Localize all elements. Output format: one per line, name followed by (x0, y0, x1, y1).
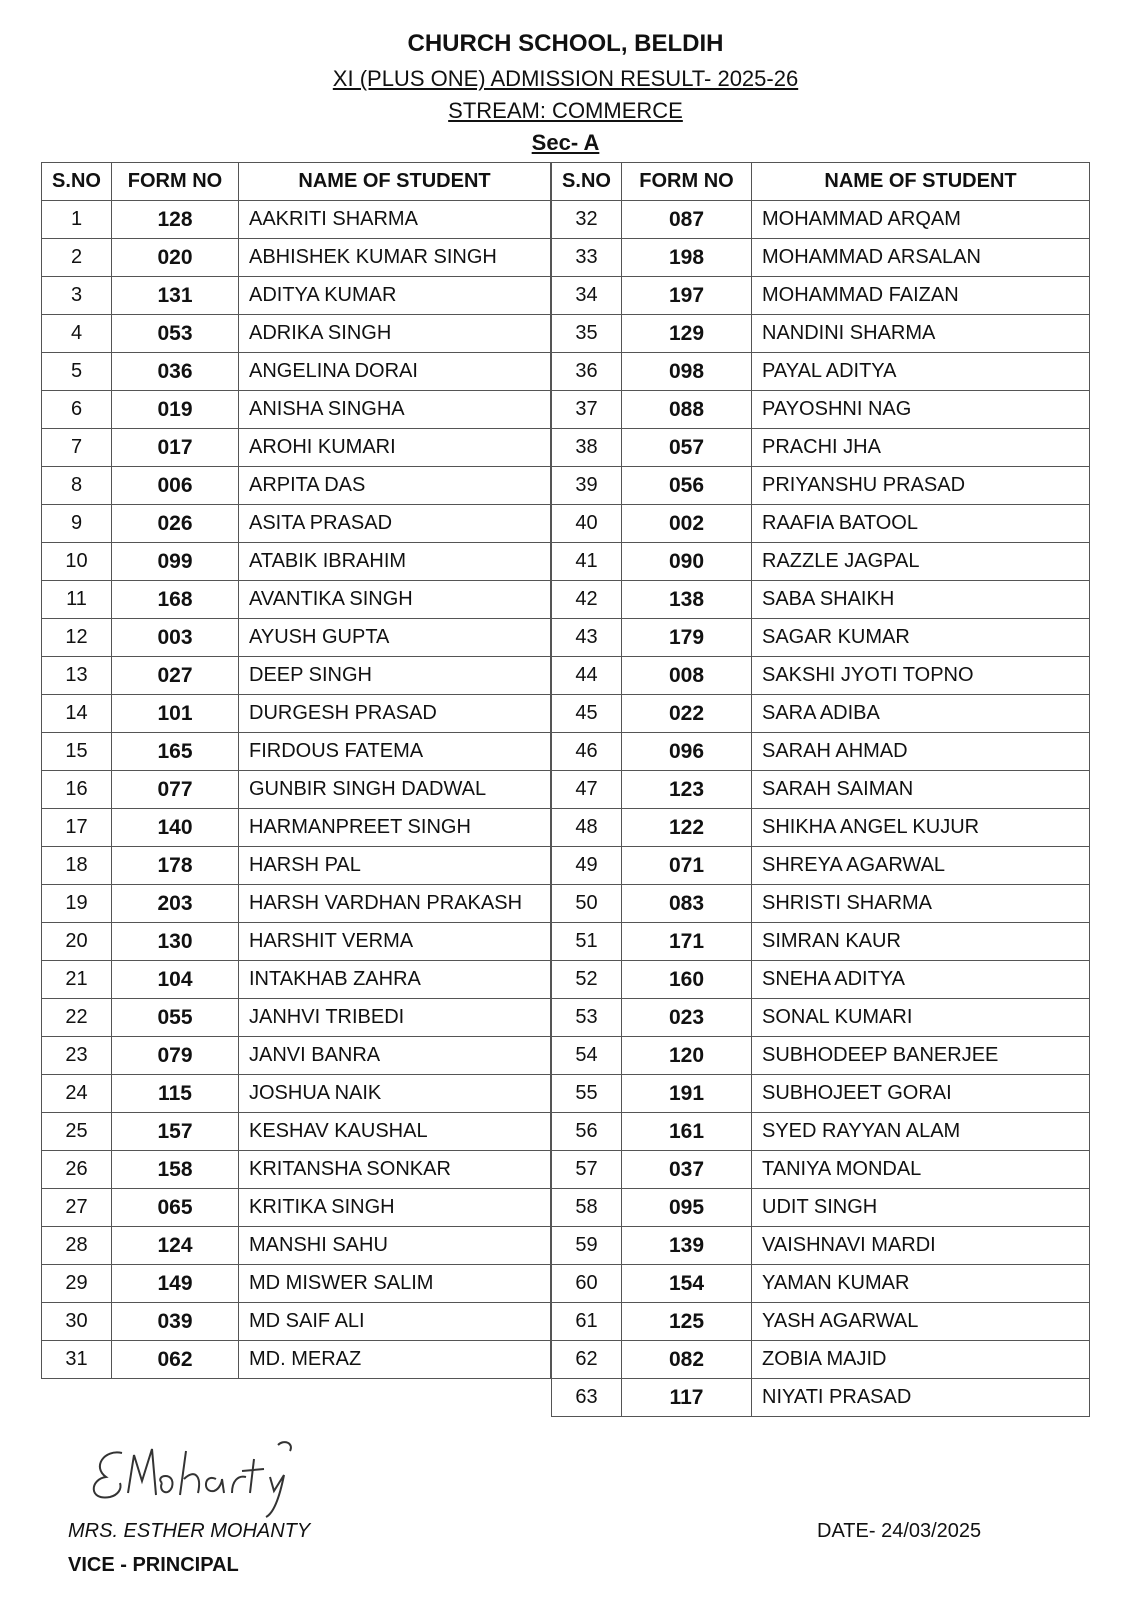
form-no-cell: 117 (622, 1379, 752, 1417)
student-name-cell: ZOBIA MAJID (752, 1341, 1090, 1379)
student-name-cell: NIYATI PRASAD (752, 1379, 1090, 1417)
form-no-cell: 129 (622, 315, 752, 353)
table-row (42, 353, 551, 391)
form-no-cell: 168 (112, 581, 239, 619)
table-row (552, 1075, 1090, 1113)
table-row (42, 505, 551, 543)
student-name-cell: SHRISTI SHARMA (752, 885, 1090, 923)
form-no-cell: 171 (622, 923, 752, 961)
table-row (552, 1189, 1090, 1227)
table-row (42, 581, 551, 619)
table-row (552, 277, 1090, 315)
sno-cell: 39 (552, 467, 622, 505)
sno-cell: 58 (552, 1189, 622, 1227)
student-name-cell: TANIYA MONDAL (752, 1151, 1090, 1189)
student-name-header: NAME OF STUDENT (752, 163, 1090, 201)
table-row (552, 315, 1090, 353)
table-row (552, 619, 1090, 657)
sno-header: S.NO (552, 163, 622, 201)
student-name-cell: NANDINI SHARMA (752, 315, 1090, 353)
table-row (552, 695, 1090, 733)
sno-cell: 57 (552, 1151, 622, 1189)
form-no-cell: 149 (112, 1265, 239, 1303)
table-row (42, 543, 551, 581)
form-no-cell: 036 (112, 353, 239, 391)
student-name-cell: RAZZLE JAGPAL (752, 543, 1090, 581)
sno-cell: 6 (42, 391, 112, 429)
sno-cell: 18 (42, 847, 112, 885)
table-row (552, 239, 1090, 277)
sno-cell: 62 (552, 1341, 622, 1379)
student-name-cell: SHIKHA ANGEL KUJUR (752, 809, 1090, 847)
table-row (552, 1037, 1090, 1075)
student-name-cell: SARAH AHMAD (752, 733, 1090, 771)
table-header-row (552, 163, 1090, 201)
section-label: Sec- A (531, 130, 600, 155)
student-name-header: NAME OF STUDENT (239, 163, 551, 201)
form-no-cell: 120 (622, 1037, 752, 1075)
table-row (552, 1341, 1090, 1379)
sno-cell: 33 (552, 239, 622, 277)
sno-cell: 15 (42, 733, 112, 771)
student-name-cell: DURGESH PRASAD (239, 695, 551, 733)
sno-cell: 43 (552, 619, 622, 657)
form-no-cell: 055 (112, 999, 239, 1037)
student-name-cell: VAISHNAVI MARDI (752, 1227, 1090, 1265)
form-no-cell: 154 (622, 1265, 752, 1303)
form-no-cell: 056 (622, 467, 752, 505)
table-row (552, 847, 1090, 885)
form-no-cell: 006 (112, 467, 239, 505)
form-no-cell: 130 (112, 923, 239, 961)
student-name-cell: SONAL KUMARI (752, 999, 1090, 1037)
student-name-cell: ASITA PRASAD (239, 505, 551, 543)
signature-image (82, 1435, 312, 1520)
student-name-cell: ARPITA DAS (239, 467, 551, 505)
sno-cell: 34 (552, 277, 622, 315)
table-row (42, 1189, 551, 1227)
form-no-cell: 087 (622, 201, 752, 239)
form-no-cell: 197 (622, 277, 752, 315)
student-name-cell: SYED RAYYAN ALAM (752, 1113, 1090, 1151)
form-no-cell: 123 (622, 771, 752, 809)
table-row (42, 733, 551, 771)
form-no-cell: 008 (622, 657, 752, 695)
table-row (42, 695, 551, 733)
student-name-cell: SHREYA AGARWAL (752, 847, 1090, 885)
table-row (552, 505, 1090, 543)
student-name-cell: FIRDOUS FATEMA (239, 733, 551, 771)
sno-cell: 23 (42, 1037, 112, 1075)
form-no-cell: 131 (112, 277, 239, 315)
student-name-cell: MANSHI SAHU (239, 1227, 551, 1265)
student-name-cell: SUBHOJEET GORAI (752, 1075, 1090, 1113)
table-row (42, 1113, 551, 1151)
sno-cell: 4 (42, 315, 112, 353)
student-name-cell: KRITIKA SINGH (239, 1189, 551, 1227)
form-no-cell: 138 (622, 581, 752, 619)
table-row (552, 771, 1090, 809)
form-no-cell: 115 (112, 1075, 239, 1113)
form-no-cell: 140 (112, 809, 239, 847)
table-row (552, 1265, 1090, 1303)
student-name-cell: ADRIKA SINGH (239, 315, 551, 353)
form-no-cell: 083 (622, 885, 752, 923)
student-name-cell: MD. MERAZ (239, 1341, 551, 1379)
form-no-cell: 128 (112, 201, 239, 239)
student-name-cell: ATABIK IBRAHIM (239, 543, 551, 581)
sno-cell: 19 (42, 885, 112, 923)
form-no-cell: 125 (622, 1303, 752, 1341)
student-name-cell: ADITYA KUMAR (239, 277, 551, 315)
table-row (552, 809, 1090, 847)
form-no-header: FORM NO (622, 163, 752, 201)
sno-cell: 48 (552, 809, 622, 847)
form-no-cell: 198 (622, 239, 752, 277)
table-row (42, 1151, 551, 1189)
form-no-cell: 019 (112, 391, 239, 429)
table-header-row (42, 163, 551, 201)
table-row (42, 1037, 551, 1075)
sno-cell: 54 (552, 1037, 622, 1075)
sno-cell: 46 (552, 733, 622, 771)
table-row (552, 1113, 1090, 1151)
table-row (552, 429, 1090, 467)
sno-cell: 59 (552, 1227, 622, 1265)
sno-cell: 38 (552, 429, 622, 467)
sno-cell: 37 (552, 391, 622, 429)
sno-cell: 52 (552, 961, 622, 999)
results-table-left (41, 162, 551, 1379)
student-name-cell: SAKSHI JYOTI TOPNO (752, 657, 1090, 695)
student-name-cell: JANHVI TRIBEDI (239, 999, 551, 1037)
sno-cell: 56 (552, 1113, 622, 1151)
form-no-cell: 161 (622, 1113, 752, 1151)
sno-cell: 10 (42, 543, 112, 581)
sno-cell: 9 (42, 505, 112, 543)
student-name-cell: AVANTIKA SINGH (239, 581, 551, 619)
sno-cell: 26 (42, 1151, 112, 1189)
sno-cell: 24 (42, 1075, 112, 1113)
sno-cell: 28 (42, 1227, 112, 1265)
sno-cell: 2 (42, 239, 112, 277)
student-name-cell: PAYAL ADITYA (752, 353, 1090, 391)
stream-label: STREAM: COMMERCE (448, 98, 683, 123)
student-name-cell: MD MISWER SALIM (239, 1265, 551, 1303)
student-name-cell: ABHISHEK KUMAR SINGH (239, 239, 551, 277)
table-row (552, 353, 1090, 391)
sno-cell: 60 (552, 1265, 622, 1303)
table-row (552, 923, 1090, 961)
table-row (552, 961, 1090, 999)
sno-cell: 53 (552, 999, 622, 1037)
table-row (42, 885, 551, 923)
table-row (552, 543, 1090, 581)
sno-cell: 3 (42, 277, 112, 315)
sno-cell: 25 (42, 1113, 112, 1151)
student-name-cell: MOHAMMAD FAIZAN (752, 277, 1090, 315)
student-name-cell: SARA ADIBA (752, 695, 1090, 733)
sno-cell: 16 (42, 771, 112, 809)
table-row (552, 657, 1090, 695)
form-no-cell: 124 (112, 1227, 239, 1265)
form-no-cell: 191 (622, 1075, 752, 1113)
form-no-cell: 057 (622, 429, 752, 467)
table-row (42, 1265, 551, 1303)
sno-cell: 12 (42, 619, 112, 657)
student-name-cell: INTAKHAB ZAHRA (239, 961, 551, 999)
sno-cell: 49 (552, 847, 622, 885)
student-name-cell: ANISHA SINGHA (239, 391, 551, 429)
student-name-cell: JOSHUA NAIK (239, 1075, 551, 1113)
signer-designation: VICE - PRINCIPAL (68, 1554, 239, 1576)
form-no-cell: 022 (622, 695, 752, 733)
student-name-cell: HARSHIT VERMA (239, 923, 551, 961)
sno-cell: 27 (42, 1189, 112, 1227)
sno-cell: 11 (42, 581, 112, 619)
form-no-cell: 101 (112, 695, 239, 733)
form-no-cell: 071 (622, 847, 752, 885)
table-row (42, 429, 551, 467)
student-name-cell: MOHAMMAD ARSALAN (752, 239, 1090, 277)
student-name-cell: SABA SHAIKH (752, 581, 1090, 619)
table-row (42, 277, 551, 315)
sno-cell: 14 (42, 695, 112, 733)
table-row (42, 1303, 551, 1341)
form-no-cell: 098 (622, 353, 752, 391)
form-no-cell: 003 (112, 619, 239, 657)
sno-cell: 7 (42, 429, 112, 467)
form-no-cell: 020 (112, 239, 239, 277)
student-name-cell: MD SAIF ALI (239, 1303, 551, 1341)
sno-cell: 44 (552, 657, 622, 695)
student-name-cell: RAAFIA BATOOL (752, 505, 1090, 543)
form-no-cell: 077 (112, 771, 239, 809)
sno-cell: 21 (42, 961, 112, 999)
signer-name: MRS. ESTHER MOHANTY (68, 1520, 311, 1542)
table-row (42, 201, 551, 239)
student-name-cell: SUBHODEEP BANERJEE (752, 1037, 1090, 1075)
table-row (42, 1227, 551, 1265)
sno-cell: 8 (42, 467, 112, 505)
sno-cell: 50 (552, 885, 622, 923)
form-no-cell: 082 (622, 1341, 752, 1379)
table-row (42, 1075, 551, 1113)
table-row (42, 657, 551, 695)
student-name-cell: DEEP SINGH (239, 657, 551, 695)
form-no-cell: 178 (112, 847, 239, 885)
student-name-cell: PRACHI JHA (752, 429, 1090, 467)
result-title: XI (PLUS ONE) ADMISSION RESULT- 2025-26 (332, 66, 799, 91)
student-name-cell: JANVI BANRA (239, 1037, 551, 1075)
form-no-cell: 160 (622, 961, 752, 999)
form-no-cell: 037 (622, 1151, 752, 1189)
student-name-cell: GUNBIR SINGH DADWAL (239, 771, 551, 809)
sno-cell: 5 (42, 353, 112, 391)
table-row (552, 1379, 1090, 1417)
form-no-cell: 027 (112, 657, 239, 695)
table-row (552, 999, 1090, 1037)
form-no-cell: 203 (112, 885, 239, 923)
table-row (552, 1151, 1090, 1189)
table-row (552, 733, 1090, 771)
sno-cell: 32 (552, 201, 622, 239)
sno-cell: 47 (552, 771, 622, 809)
table-row (552, 201, 1090, 239)
table-row (42, 809, 551, 847)
student-name-cell: SNEHA ADITYA (752, 961, 1090, 999)
table-row (42, 961, 551, 999)
student-name-cell: PRIYANSHU PRASAD (752, 467, 1090, 505)
form-no-cell: 158 (112, 1151, 239, 1189)
student-name-cell: HARSH VARDHAN PRAKASH (239, 885, 551, 923)
student-name-cell: AAKRITI SHARMA (239, 201, 551, 239)
form-no-cell: 157 (112, 1113, 239, 1151)
student-name-cell: SAGAR KUMAR (752, 619, 1090, 657)
sno-cell: 45 (552, 695, 622, 733)
form-no-cell: 053 (112, 315, 239, 353)
form-no-cell: 179 (622, 619, 752, 657)
sno-cell: 36 (552, 353, 622, 391)
sno-cell: 35 (552, 315, 622, 353)
form-no-cell: 065 (112, 1189, 239, 1227)
sno-cell: 55 (552, 1075, 622, 1113)
student-name-cell: YAMAN KUMAR (752, 1265, 1090, 1303)
student-name-cell: HARMANPREET SINGH (239, 809, 551, 847)
form-no-cell: 099 (112, 543, 239, 581)
school-name: CHURCH SCHOOL, BELDIH (407, 30, 724, 57)
student-name-cell: AROHI KUMARI (239, 429, 551, 467)
form-no-cell: 122 (622, 809, 752, 847)
form-no-cell: 017 (112, 429, 239, 467)
form-no-cell: 062 (112, 1341, 239, 1379)
sno-cell: 31 (42, 1341, 112, 1379)
sno-cell: 30 (42, 1303, 112, 1341)
table-row (42, 315, 551, 353)
student-name-cell: SIMRAN KAUR (752, 923, 1090, 961)
sno-cell: 29 (42, 1265, 112, 1303)
sno-cell: 42 (552, 581, 622, 619)
sno-cell: 61 (552, 1303, 622, 1341)
table-row (42, 847, 551, 885)
student-name-cell: HARSH PAL (239, 847, 551, 885)
table-row (552, 467, 1090, 505)
form-no-cell: 079 (112, 1037, 239, 1075)
table-row (552, 581, 1090, 619)
sno-cell: 51 (552, 923, 622, 961)
sno-cell: 41 (552, 543, 622, 581)
student-name-cell: KESHAV KAUSHAL (239, 1113, 551, 1151)
student-name-cell: PAYOSHNI NAG (752, 391, 1090, 429)
sno-header: S.NO (42, 163, 112, 201)
table-row (42, 1341, 551, 1379)
sno-cell: 20 (42, 923, 112, 961)
form-no-cell: 026 (112, 505, 239, 543)
table-row (42, 239, 551, 277)
sno-cell: 22 (42, 999, 112, 1037)
table-row (552, 391, 1090, 429)
form-no-cell: 002 (622, 505, 752, 543)
table-row (42, 999, 551, 1037)
table-row (42, 923, 551, 961)
student-name-cell: SARAH SAIMAN (752, 771, 1090, 809)
table-row (42, 619, 551, 657)
form-no-cell: 104 (112, 961, 239, 999)
form-no-header: FORM NO (112, 163, 239, 201)
student-name-cell: YASH AGARWAL (752, 1303, 1090, 1341)
table-row (552, 1303, 1090, 1341)
table-row (42, 391, 551, 429)
student-name-cell: MOHAMMAD ARQAM (752, 201, 1090, 239)
table-row (552, 1227, 1090, 1265)
form-no-cell: 023 (622, 999, 752, 1037)
student-name-cell: UDIT SINGH (752, 1189, 1090, 1227)
sno-cell: 40 (552, 505, 622, 543)
results-table-right (551, 162, 1090, 1417)
form-no-cell: 039 (112, 1303, 239, 1341)
form-no-cell: 095 (622, 1189, 752, 1227)
form-no-cell: 088 (622, 391, 752, 429)
form-no-cell: 165 (112, 733, 239, 771)
sno-cell: 17 (42, 809, 112, 847)
sno-cell: 63 (552, 1379, 622, 1417)
student-name-cell: KRITANSHA SONKAR (239, 1151, 551, 1189)
form-no-cell: 096 (622, 733, 752, 771)
form-no-cell: 090 (622, 543, 752, 581)
table-row (42, 771, 551, 809)
sno-cell: 13 (42, 657, 112, 695)
student-name-cell: ANGELINA DORAI (239, 353, 551, 391)
sno-cell: 1 (42, 201, 112, 239)
student-name-cell: AYUSH GUPTA (239, 619, 551, 657)
form-no-cell: 139 (622, 1227, 752, 1265)
table-row (552, 885, 1090, 923)
table-row (42, 467, 551, 505)
result-date: DATE- 24/03/2025 (817, 1520, 982, 1542)
